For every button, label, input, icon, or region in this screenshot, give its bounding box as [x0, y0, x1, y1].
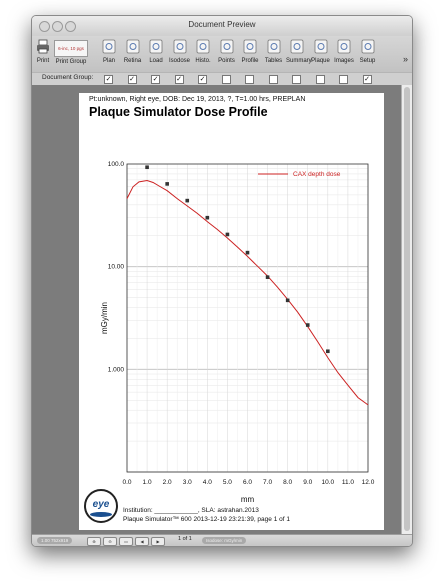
tables-icon	[267, 39, 281, 54]
x-tick-label: 8.0	[283, 479, 293, 486]
next-page-button[interactable]: ▶	[151, 537, 165, 546]
toolbar-item-label: Tables	[264, 58, 283, 64]
footer-institution: Institution: ____________, SLA: astrahan.2013	[123, 507, 259, 514]
profile-icon	[243, 39, 257, 54]
document-group-checkbox[interactable]: ✓	[364, 76, 370, 83]
page-heading: Plaque Simulator Dose Profile	[89, 105, 268, 119]
x-tick-label: 4.0	[202, 479, 212, 486]
fit-page-button[interactable]: ▭	[119, 537, 133, 546]
display-mode-select[interactable]: Isodose: mGy/min	[202, 537, 246, 544]
document-group-checkbox[interactable]: ✓	[199, 76, 206, 83]
x-tick-label: 0.0	[122, 479, 132, 486]
eye-icon	[90, 512, 112, 517]
toolbar-isodose-button[interactable]	[169, 39, 191, 64]
measurement-point	[306, 323, 310, 327]
previous-page-button[interactable]: ◀	[135, 537, 149, 546]
x-tick-label: 9.0	[303, 479, 313, 486]
zoom-out-button[interactable]: ⊖	[103, 537, 117, 546]
plaque-simulator-logo	[84, 489, 118, 523]
toolbar-item-label: Histo.	[195, 58, 211, 64]
points-icon	[220, 39, 234, 54]
zoom-in-button[interactable]: ⊕	[87, 537, 101, 546]
toolbar-overflow-button[interactable]: »	[402, 54, 408, 64]
y-tick-label: 1.000	[107, 366, 124, 374]
setup-icon	[361, 39, 375, 54]
toolbar-item-label: Points	[218, 58, 235, 64]
document-group-checkbox[interactable]: ✓	[129, 76, 135, 83]
toolbar-images-button[interactable]	[333, 39, 355, 64]
measurement-point	[226, 233, 230, 237]
toolbar-item-label: Plaque	[311, 58, 330, 64]
toolbar-retina-button[interactable]	[122, 39, 144, 64]
y-tick-label: 10.00	[107, 263, 124, 271]
histo-icon	[196, 39, 210, 54]
size-readout: 1.00 752x919	[37, 537, 72, 544]
images-icon	[337, 39, 351, 54]
footer-version: Plaque Simulator™ 600 2013-12-19 23:21:39, page 1 of 1	[123, 516, 290, 523]
legend-label: CAX depth dose	[293, 171, 341, 178]
x-tick-label: 1.0	[142, 479, 152, 486]
toolbar-item-label: Setup	[359, 58, 376, 64]
document-group-checkbox[interactable]	[269, 75, 278, 84]
measurement-point	[185, 199, 189, 203]
toolbar-summary-button[interactable]	[286, 39, 312, 64]
document-group-checkbox[interactable]: ✓	[105, 76, 112, 83]
plan-icon	[102, 39, 116, 54]
toolbar-item-label: Load	[149, 58, 163, 64]
x-tick-label: 7.0	[263, 479, 273, 486]
toolbar-load-button[interactable]	[145, 39, 167, 64]
toolbar	[32, 36, 412, 72]
load-icon	[149, 39, 163, 54]
measurement-point	[326, 349, 330, 353]
toolbar-item-label: Plan	[102, 58, 115, 64]
x-axis-label: mm	[240, 495, 255, 503]
toolbar-item-label: Retina	[123, 58, 142, 64]
toolbar-histo-button[interactable]	[192, 39, 214, 64]
document-group-checkbox[interactable]: ✓	[152, 76, 159, 83]
document-group-checkbox[interactable]	[292, 75, 301, 84]
document-group-checkbox[interactable]: ✓	[176, 76, 182, 83]
print-label: Print	[36, 58, 50, 64]
measurement-point	[286, 299, 290, 303]
toolbar-item-label: Images	[334, 58, 354, 64]
measurement-point	[206, 216, 210, 220]
toolbar-points-button[interactable]	[216, 39, 238, 64]
plaque-icon	[314, 39, 328, 54]
measurement-point	[246, 251, 250, 255]
toolbar-item-label: Summary	[286, 58, 312, 64]
document-preview-window	[31, 15, 413, 547]
y-axis-label: mGy/min	[100, 302, 109, 334]
toolbar-plaque-button[interactable]	[310, 39, 332, 64]
print-group-label: Print Group	[55, 59, 87, 65]
print-group-select[interactable]: 6-inc, 10 pgs	[54, 40, 88, 57]
page-readout: 1 of 1	[178, 536, 192, 542]
document-group-bar	[32, 72, 412, 86]
x-tick-label: 11.0	[341, 479, 355, 486]
measurement-point	[145, 165, 149, 169]
x-tick-label: 3.0	[182, 479, 192, 486]
toolbar-tables-button[interactable]	[263, 39, 285, 64]
x-tick-label: 5.0	[222, 479, 232, 486]
document-group-checkbox[interactable]	[245, 75, 254, 84]
x-tick-label: 12.0	[361, 479, 375, 486]
status-bar	[32, 534, 412, 547]
toolbar-setup-button[interactable]	[357, 39, 379, 64]
document-group-checkbox[interactable]	[316, 75, 325, 84]
title-bar	[32, 16, 412, 37]
scroll-thumb[interactable]	[404, 87, 410, 531]
y-tick-label: 100.0	[107, 161, 124, 168]
toolbar-item-label: Isodose	[168, 58, 190, 64]
logo-text: eye	[92, 499, 110, 510]
toolbar-item-label: Profile	[241, 58, 259, 64]
toolbar-plan-button[interactable]	[98, 39, 120, 64]
document-group-label: Document Group:	[42, 74, 94, 81]
x-tick-label: 2.0	[162, 479, 172, 486]
dose-profile-chart	[79, 93, 384, 503]
document-group-checkbox[interactable]	[339, 75, 348, 84]
printer-icon	[36, 39, 50, 54]
measurement-point	[165, 182, 169, 186]
isodose-icon	[173, 39, 187, 54]
measurement-point	[266, 275, 270, 279]
summary-icon	[290, 39, 304, 54]
x-tick-label: 6.0	[242, 479, 253, 486]
vertical-scrollbar[interactable]	[401, 85, 413, 534]
document-group-checkbox[interactable]	[222, 75, 231, 84]
document-page	[79, 93, 384, 530]
retina-icon	[126, 39, 140, 54]
print-button[interactable]	[35, 39, 51, 64]
patient-info: Pt:unknown, Right eye, DOB: Dec 19, 2013, ?, T=1.00 hrs, PREPLAN	[89, 96, 306, 103]
window-title: Document Preview	[188, 20, 256, 29]
toolbar-profile-button[interactable]	[239, 39, 261, 64]
x-tick-label: 10.0	[321, 479, 335, 486]
